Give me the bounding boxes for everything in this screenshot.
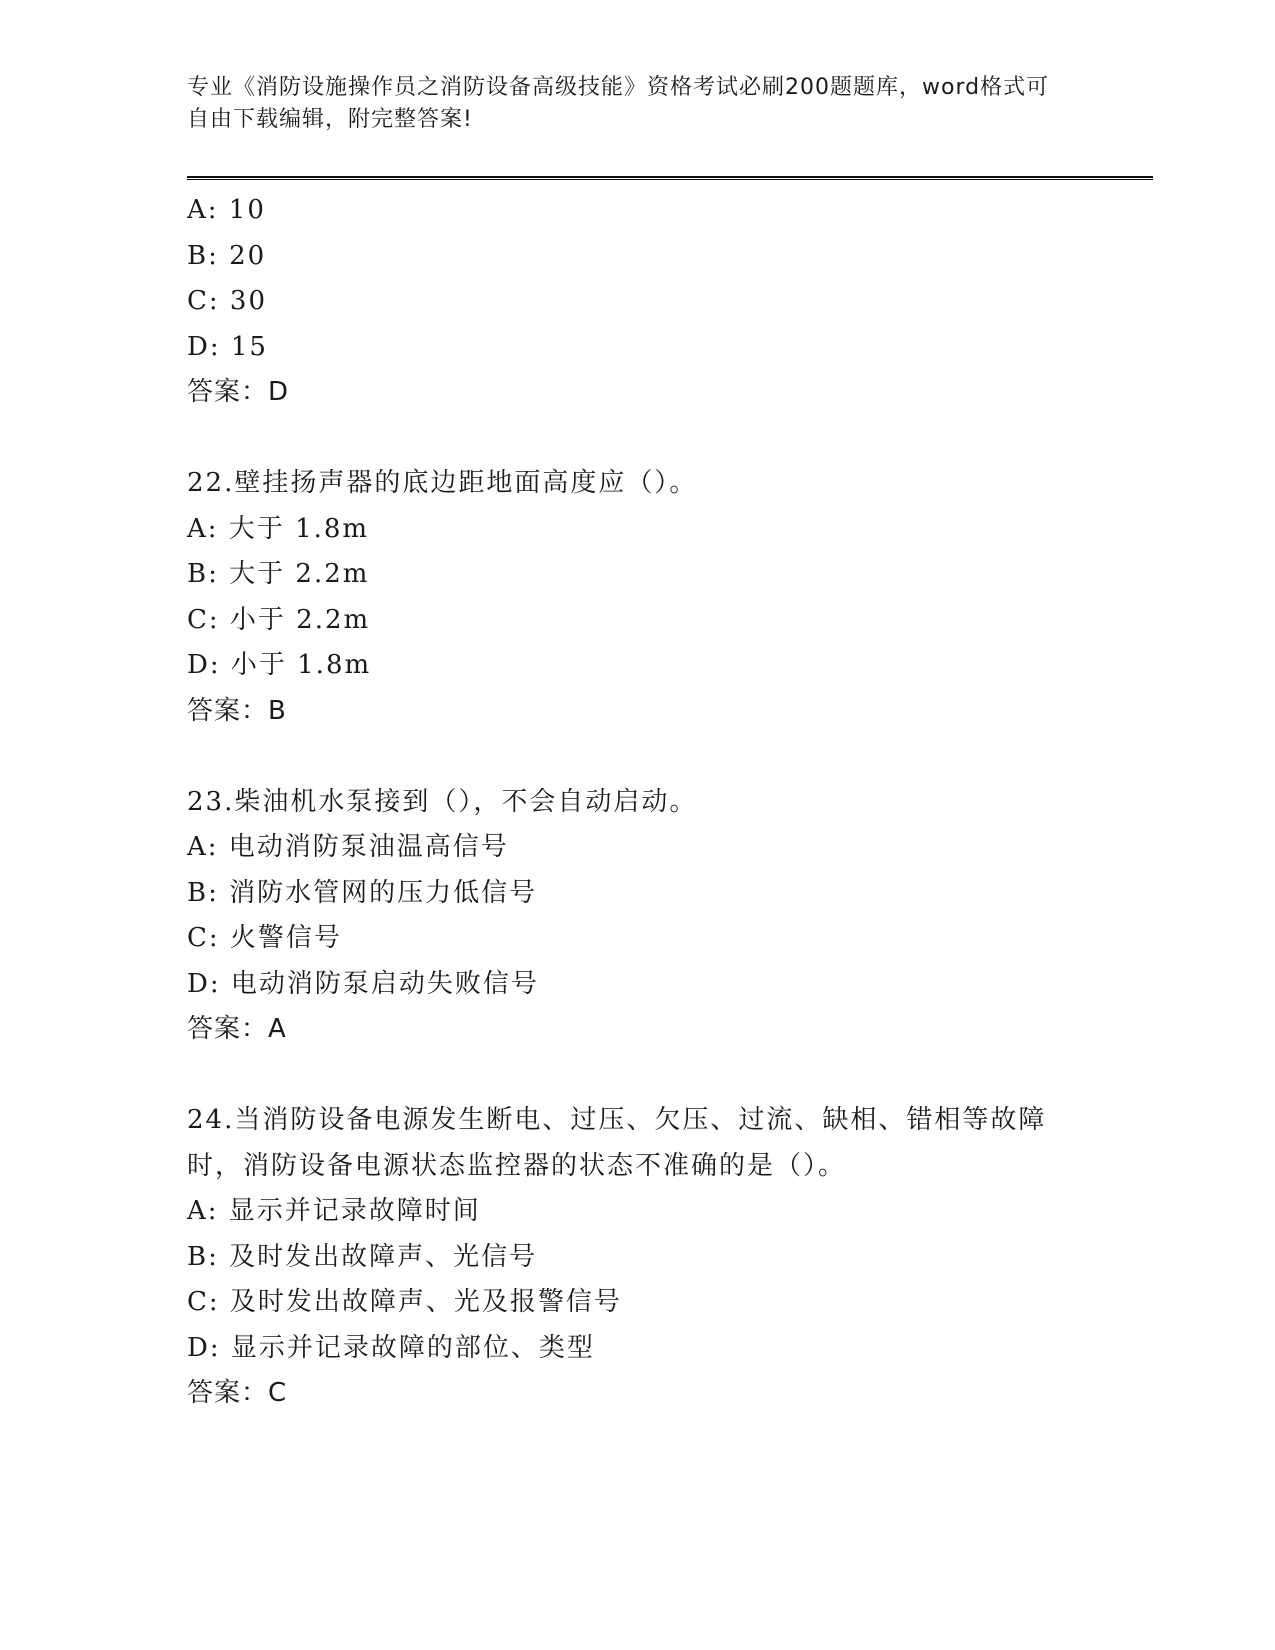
option-a: A: 10 xyxy=(187,195,266,225)
option-d: D: 电动消防泵启动失败信号 xyxy=(187,968,539,999)
question-block xyxy=(187,1098,1087,1417)
option-a: A: 大于 1.8m xyxy=(187,513,370,544)
question-text: 22.壁挂扬声器的底边距地面高度应（）。 xyxy=(187,468,698,498)
question-text: 24.当消防设备电源发生断电、过压、欠压、过流、缺相、错相等故障时，消防设备电源状态监控器的状态不准确的是（）。 xyxy=(187,1105,1047,1181)
option-b: B: 及时发出故障声、光信号 xyxy=(187,1241,538,1272)
answer-line: 答案：B xyxy=(187,695,287,726)
option-b: B: 消防水管网的压力低信号 xyxy=(187,877,538,908)
question-block xyxy=(187,780,1087,1053)
option-c: C: 火警信号 xyxy=(187,923,342,953)
spacer xyxy=(187,1053,1087,1099)
document-header: 专业《消防设施操作员之消防设备高级技能》资格考试必刷200题题库，word格式可自由下载编辑，附完整答案! xyxy=(187,75,1050,132)
option-d: D: 小于 1.8m xyxy=(187,650,372,680)
option-d: D: 15 xyxy=(187,331,268,362)
option-d: D: 显示并记录故障的部位、类型 xyxy=(187,1332,595,1363)
option-c: C: 30 xyxy=(187,286,268,316)
answer-line: 答案：A xyxy=(187,1014,287,1044)
spacer xyxy=(187,734,1087,780)
option-b: B: 20 xyxy=(187,240,267,271)
answer-line: 答案：C xyxy=(187,1378,288,1408)
header-divider xyxy=(187,176,1153,180)
question-block xyxy=(187,188,1087,416)
option-a: A: 电动消防泵油温高信号 xyxy=(187,832,509,862)
answer-line: 答案：D xyxy=(187,377,290,407)
question-text: 23.柴油机水泵接到（），不会自动启动。 xyxy=(187,786,698,817)
option-b: B: 大于 2.2m xyxy=(187,559,370,589)
question-block xyxy=(187,461,1087,734)
option-c: C: 及时发出故障声、光及报警信号 xyxy=(187,1287,622,1317)
question-list xyxy=(187,188,1087,1417)
option-a: A: 显示并记录故障时间 xyxy=(187,1196,481,1226)
option-c: C: 小于 2.2m xyxy=(187,604,371,635)
spacer xyxy=(187,416,1087,462)
